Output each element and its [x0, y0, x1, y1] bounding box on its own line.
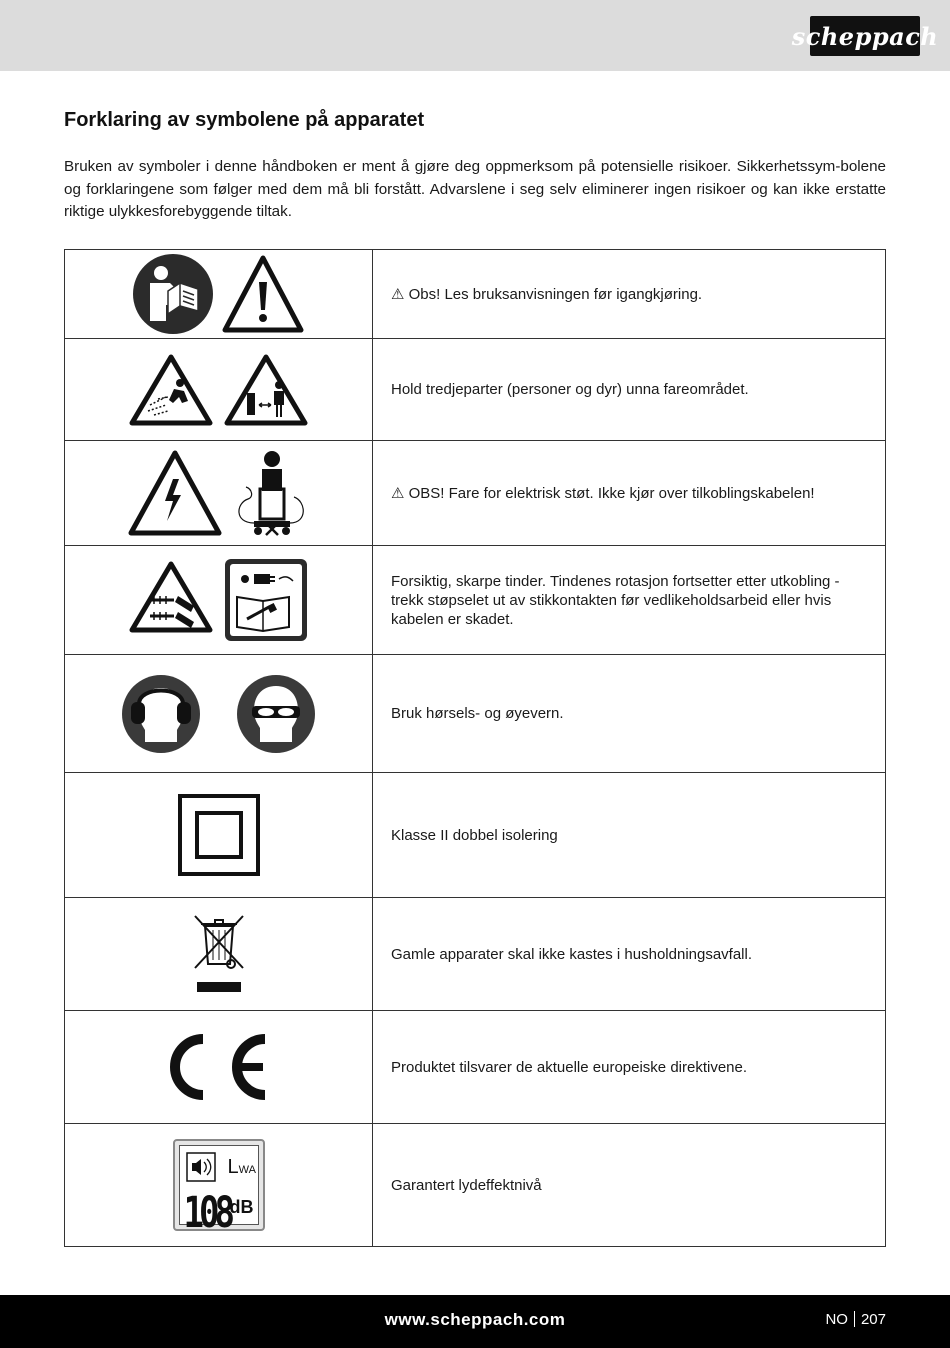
intro-paragraph: Bruken av symboler i denne håndboken er ment å gjøre deg oppmerksom på potensielle risikoer. Sikkerhetssym-bolene og forklaringene som følger med dem må bli forstått. Advarslene i seg selv eliminerer ingen risikoer og kan ikke erstatte riktige ulykkesforebyggende tiltak. — [64, 158, 886, 220]
symbol-description: Forsiktig, skarpe tinder. Tindenes rotasjon fortsetter etter utkobling - trekk støpselet ut av stikkontakten før vedlikeholdsarbeid eller hvis kabelen er skadet. — [373, 546, 886, 655]
double-insulation-icon — [178, 794, 260, 876]
symbol-description: Klasse II dobbel isolering — [373, 773, 886, 898]
table-row — [65, 250, 886, 339]
electric-shock-warning-icon — [127, 449, 223, 537]
symbol-cell — [65, 898, 373, 1011]
table-row — [65, 655, 886, 773]
page-title: Forklaring av symbolene på apparatet — [64, 109, 425, 131]
symbol-cell — [65, 339, 373, 441]
footer — [0, 1295, 950, 1348]
sound-level-unit: dB — [229, 1197, 254, 1217]
flying-debris-warning-icon — [128, 353, 214, 427]
speaker-icon — [186, 1152, 216, 1182]
symbol-cell — [65, 655, 373, 773]
symbol-cell — [65, 1011, 373, 1124]
symbol-description: Gamle apparater skal ikke kastes i husholdningsavfall. — [373, 898, 886, 1011]
table-row — [65, 1124, 886, 1247]
table-row — [65, 1011, 886, 1124]
symbol-description: ⚠ OBS! Fare for elektrisk støt. Ikke kjør over tilkoblingskabelen! — [373, 441, 886, 546]
lwa-symbol: L — [227, 1156, 239, 1178]
scheppach-logo: scheppach — [810, 16, 920, 56]
lwa-subscript: WA — [238, 1164, 256, 1176]
table-row — [65, 546, 886, 655]
table-row — [65, 441, 886, 546]
symbols-table — [64, 249, 886, 1247]
symbol-cell — [65, 250, 373, 339]
sound-level-value: 108 — [183, 1188, 230, 1238]
warning-exclamation-icon — [221, 254, 305, 334]
footer-page: 207 — [860, 1311, 886, 1328]
table-row — [65, 339, 886, 441]
table-row — [65, 898, 886, 1011]
ce-mark-icon — [169, 1031, 269, 1103]
symbol-cell — [65, 441, 373, 546]
footer-website: www.scheppach.com — [384, 1310, 566, 1329]
symbol-description: Produktet tilsvarer de aktuelle europeiske direktivene. — [373, 1011, 886, 1124]
sound-power-label-icon — [173, 1139, 265, 1238]
footer-page-number — [825, 1311, 886, 1328]
symbol-cell — [65, 773, 373, 898]
symbol-description: Hold tredjeparter (personer og dyr) unna fareområdet. — [373, 339, 886, 441]
keep-distance-warning-icon — [223, 353, 309, 427]
sharp-tines-warning-icon — [128, 560, 214, 634]
weee-crossed-bin-icon — [191, 912, 247, 996]
symbol-description: Bruk hørsels- og øyevern. — [373, 655, 886, 773]
hearing-protection-icon — [121, 674, 201, 754]
unplug-maintenance-icon — [223, 557, 309, 643]
symbol-description: Garantert lydeffektnivå — [373, 1124, 886, 1247]
symbol-description: ⚠ Obs! Les bruksanvisningen før igangkjøring. — [373, 250, 886, 339]
footer-language: NO — [825, 1311, 848, 1328]
symbol-cell — [65, 546, 373, 655]
table-row — [65, 773, 886, 898]
symbol-cell — [65, 1124, 373, 1247]
eye-protection-icon — [236, 674, 316, 754]
cable-operator-icon — [234, 449, 310, 537]
read-manual-icon — [132, 253, 214, 335]
footer-separator — [854, 1311, 855, 1327]
